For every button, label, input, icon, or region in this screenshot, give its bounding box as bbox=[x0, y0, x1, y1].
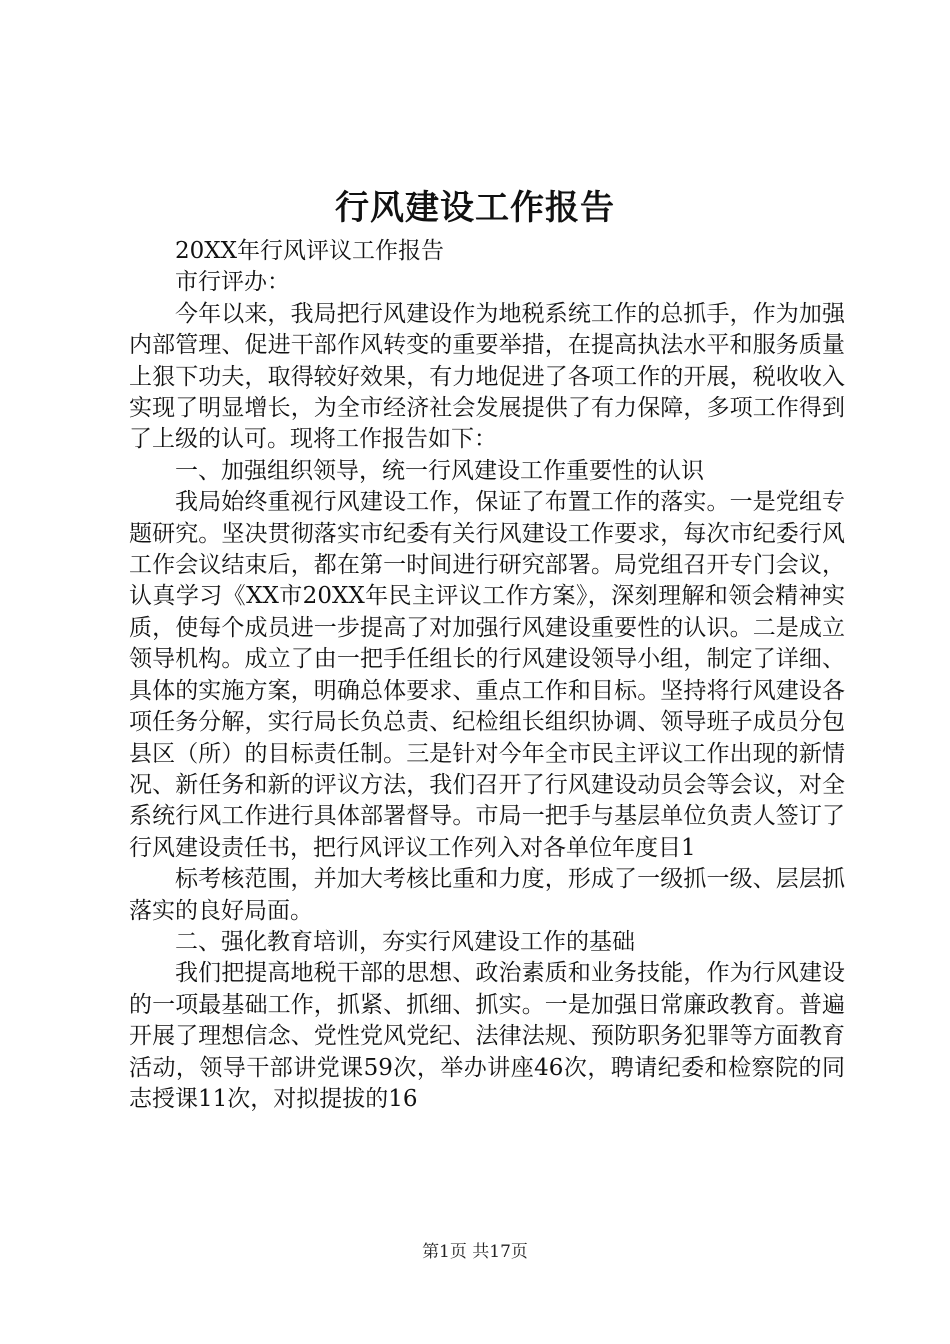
intro-paragraph: 今年以来，我局把行风建设作为地税系统工作的总抓手，作为加强内部管理、促进干部作风转变的重要举措，在提高执法水平和服务质量上狠下功夫，取得较好效果，有力地促进了各项工作的开展，税收收入实现了明显增长，为全市经济社会发展提供了有力保障，多项工作得到了上级的认可。现将工作报告如下： bbox=[129, 300, 845, 453]
section-2-paragraph: 我们把提高地税干部的思想、政治素质和业务技能，作为行风建设的一项最基础工作，抓紧、抓细、抓实。一是加强日常廉政教育。普遍开展了理想信念、党性党风党纪、法律法规、预防职务犯罪等方面教育活动，领导干部讲党课59次，举办讲座46次，聘请纪委和检察院的同志授课11次，对拟提拔的16 bbox=[129, 960, 845, 1112]
section-heading-2: 二、强化教育培训，夯实行风建设工作的基础 bbox=[175, 928, 635, 955]
recipient-line: 市行评办： bbox=[175, 269, 290, 296]
page-number-footer: 第1页 共17页 bbox=[422, 1242, 528, 1262]
section-1-paragraph: 我局始终重视行风建设工作，保证了布置工作的落实。一是党组专题研究。坚决贯彻落实市纪委有关行风建设工作要求，每次市纪委行风工作会议结束后，都在第一时间进行研究部署。局党组召开专门会议，认真学习《XX市20XX年民主评议工作方案》，深刻理解和领会精神实质，使每个成员进一步提高了对加强行风建设重要性的认识。二是成立领导机构。成立了由一把手任组长的行风建设领导小组，制定了详细、具体的实施方案，明确总体要求、重点工作和目标。坚持将行风建设各项任务分解，实行局长负总责、纪检组长组织协调、领导班子成员分包县区（所）的目标责任制。三是针对今年全市民主评议工作出现的新情况、新任务和新的评议方法，我们召开了行风建设动员会等会议，对全系统行风工作进行具体部署督导。市局一把手与基层单位负责人签订了行风建设责任书，把行风评议工作列入对各单位年度目1 bbox=[129, 489, 845, 861]
section-heading-1: 一、加强组织领导，统一行风建设工作重要性的认识 bbox=[175, 457, 704, 484]
report-subtitle: 20XX年行风评议工作报告 bbox=[175, 238, 445, 264]
document-title: 行风建设工作报告 bbox=[335, 188, 615, 228]
document-body bbox=[129, 236, 845, 1115]
section-1-continuation: 标考核范围，并加大考核比重和力度，形成了一级抓一级、层层抓落实的良好局面。 bbox=[129, 866, 845, 924]
